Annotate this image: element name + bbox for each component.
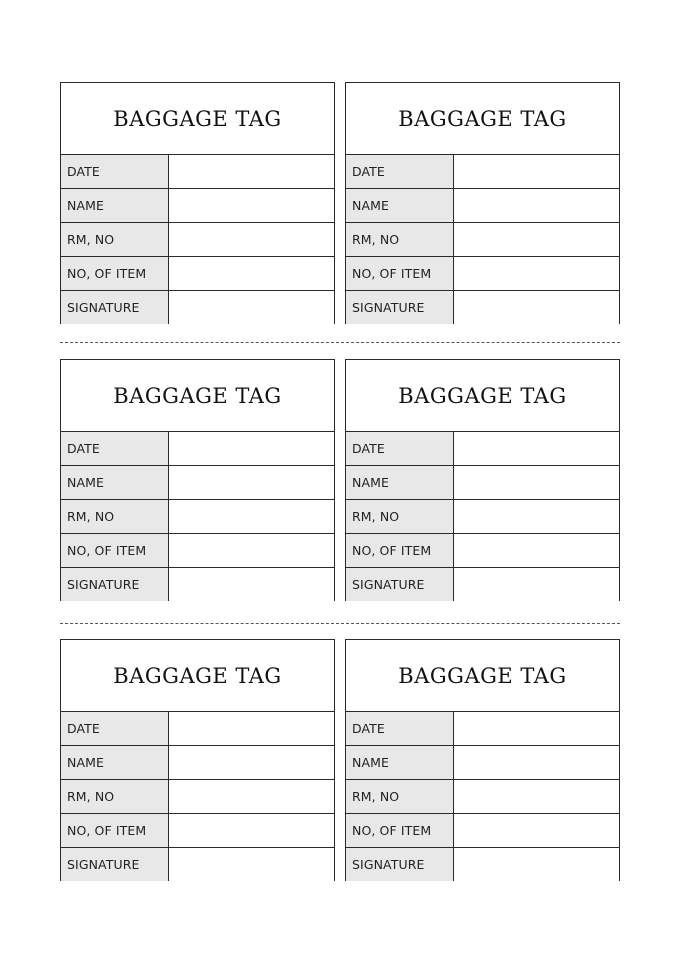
date-field[interactable]: [169, 432, 334, 465]
item-count-row: [61, 534, 334, 568]
signature-row: [346, 291, 619, 324]
signature-label: SIGNATURE: [346, 848, 454, 881]
name-label: NAME: [61, 746, 169, 779]
cut-line: [60, 623, 620, 624]
baggage-tag-5: [60, 639, 335, 881]
room-number-field[interactable]: [169, 780, 334, 813]
item-count-label: NO, OF ITEM: [346, 534, 454, 567]
room-number-label: RM, NO: [346, 780, 454, 813]
signature-row: [346, 848, 619, 881]
room-number-row: [346, 780, 619, 814]
date-row: [61, 432, 334, 466]
name-field[interactable]: [169, 189, 334, 222]
signature-label: SIGNATURE: [346, 291, 454, 324]
cut-line: [60, 342, 620, 343]
item-count-label: NO, OF ITEM: [61, 534, 169, 567]
date-field[interactable]: [454, 155, 619, 188]
room-number-label: RM, NO: [61, 223, 169, 256]
name-label: NAME: [61, 189, 169, 222]
signature-label: SIGNATURE: [61, 291, 169, 324]
name-row: [61, 189, 334, 223]
signature-label: SIGNATURE: [61, 848, 169, 881]
item-count-label: NO, OF ITEM: [61, 257, 169, 290]
name-field[interactable]: [169, 466, 334, 499]
room-number-field[interactable]: [169, 223, 334, 256]
signature-row: [346, 568, 619, 601]
room-number-label: RM, NO: [346, 223, 454, 256]
signature-field[interactable]: [454, 568, 619, 601]
name-row: [61, 466, 334, 500]
name-field[interactable]: [454, 746, 619, 779]
name-row: [346, 466, 619, 500]
date-field[interactable]: [454, 432, 619, 465]
item-count-field[interactable]: [454, 814, 619, 847]
date-row: [346, 432, 619, 466]
date-row: [346, 155, 619, 189]
name-row: [61, 746, 334, 780]
date-label: DATE: [61, 155, 169, 188]
date-row: [346, 712, 619, 746]
item-count-row: [346, 814, 619, 848]
item-count-field[interactable]: [169, 814, 334, 847]
tag-title: BAGGAGE TAG: [346, 83, 619, 155]
baggage-tag-6: [345, 639, 620, 881]
name-label: NAME: [346, 189, 454, 222]
name-label: NAME: [61, 466, 169, 499]
tag-title: BAGGAGE TAG: [61, 640, 334, 712]
item-count-label: NO, OF ITEM: [346, 814, 454, 847]
name-label: NAME: [346, 746, 454, 779]
room-number-field[interactable]: [454, 780, 619, 813]
date-row: [61, 155, 334, 189]
item-count-field[interactable]: [454, 534, 619, 567]
room-number-row: [61, 500, 334, 534]
date-label: DATE: [346, 432, 454, 465]
tag-title: BAGGAGE TAG: [346, 640, 619, 712]
date-label: DATE: [61, 432, 169, 465]
baggage-tag-4: [345, 359, 620, 601]
tag-title: BAGGAGE TAG: [61, 360, 334, 432]
room-number-field[interactable]: [169, 500, 334, 533]
date-field[interactable]: [169, 712, 334, 745]
item-count-field[interactable]: [454, 257, 619, 290]
date-label: DATE: [346, 155, 454, 188]
signature-field[interactable]: [454, 291, 619, 324]
name-row: [346, 746, 619, 780]
date-label: DATE: [61, 712, 169, 745]
signature-field[interactable]: [169, 848, 334, 881]
item-count-label: NO, OF ITEM: [346, 257, 454, 290]
name-field[interactable]: [454, 466, 619, 499]
signature-row: [61, 848, 334, 881]
item-count-row: [61, 257, 334, 291]
signature-row: [61, 568, 334, 601]
item-count-field[interactable]: [169, 257, 334, 290]
room-number-field[interactable]: [454, 223, 619, 256]
room-number-label: RM, NO: [61, 780, 169, 813]
baggage-tag-3: [60, 359, 335, 601]
tag-title: BAGGAGE TAG: [346, 360, 619, 432]
name-field[interactable]: [169, 746, 334, 779]
room-number-row: [61, 780, 334, 814]
baggage-tag-1: [60, 82, 335, 324]
signature-row: [61, 291, 334, 324]
room-number-row: [346, 223, 619, 257]
signature-field[interactable]: [169, 568, 334, 601]
name-label: NAME: [346, 466, 454, 499]
room-number-field[interactable]: [454, 500, 619, 533]
room-number-label: RM, NO: [61, 500, 169, 533]
item-count-row: [61, 814, 334, 848]
name-field[interactable]: [454, 189, 619, 222]
baggage-tag-2: [345, 82, 620, 324]
date-field[interactable]: [454, 712, 619, 745]
room-number-row: [346, 500, 619, 534]
room-number-label: RM, NO: [346, 500, 454, 533]
signature-field[interactable]: [169, 291, 334, 324]
name-row: [346, 189, 619, 223]
date-field[interactable]: [169, 155, 334, 188]
item-count-row: [346, 534, 619, 568]
room-number-row: [61, 223, 334, 257]
signature-label: SIGNATURE: [346, 568, 454, 601]
tag-title: BAGGAGE TAG: [61, 83, 334, 155]
item-count-label: NO, OF ITEM: [61, 814, 169, 847]
date-label: DATE: [346, 712, 454, 745]
signature-label: SIGNATURE: [61, 568, 169, 601]
date-row: [61, 712, 334, 746]
item-count-field[interactable]: [169, 534, 334, 567]
signature-field[interactable]: [454, 848, 619, 881]
item-count-row: [346, 257, 619, 291]
